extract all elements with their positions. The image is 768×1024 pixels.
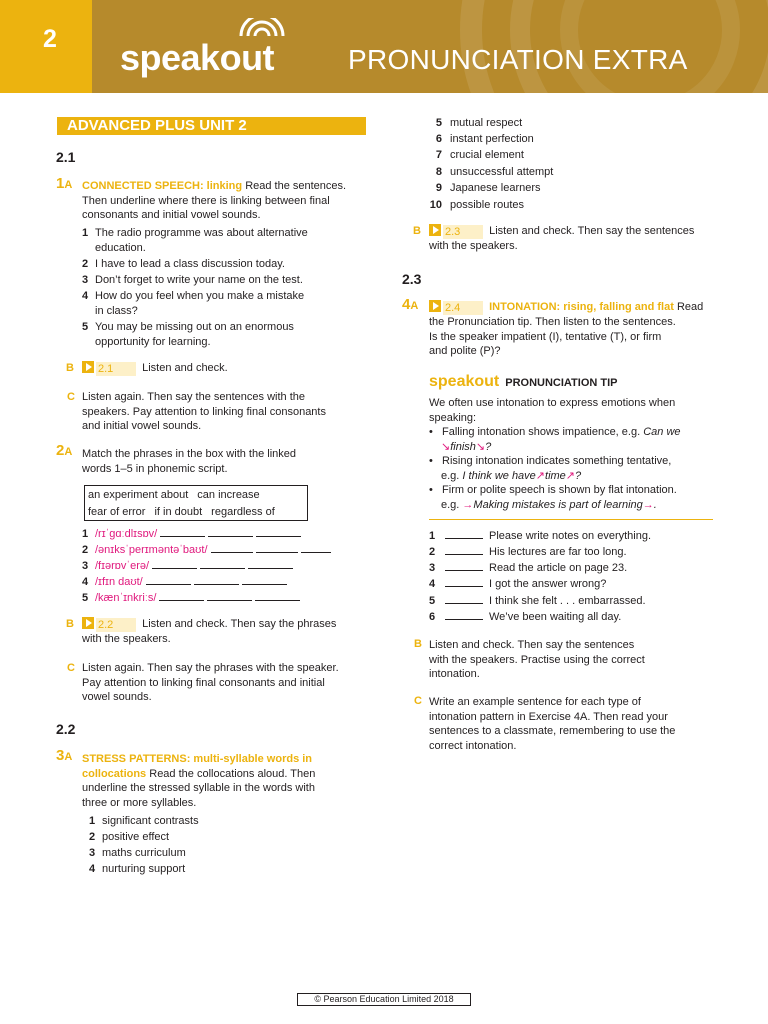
- exercise-2b-instructions: [82, 617, 382, 647]
- tip-text: Rising intonation indicates something tentative,: [442, 455, 672, 467]
- list-item: [429, 561, 627, 576]
- item-text: Read the article on page 23.: [489, 562, 628, 574]
- item-number: 6: [435, 133, 442, 145]
- exercise-letter: A: [64, 751, 73, 763]
- tip-bullet: • Falling intonation shows impatience, e.g. Can we ↘finish↘?: [429, 426, 681, 453]
- falling-arrow-icon: ↘: [441, 440, 451, 453]
- phrase-box: [84, 485, 308, 521]
- exercise-2c-instructions: [82, 661, 382, 705]
- audio-play-icon[interactable]: [82, 361, 94, 373]
- rising-arrow-icon: ↗: [535, 469, 546, 482]
- instruction-text: Listen again. Then say the phrases with the speaker.: [82, 662, 339, 674]
- item-number: 2: [82, 544, 89, 556]
- item-number: 5: [82, 321, 89, 333]
- phrase: if in doubt: [154, 506, 203, 518]
- audio-play-icon[interactable]: [429, 300, 441, 312]
- exercise-letter: C: [67, 662, 75, 674]
- item-number: 2: [82, 258, 89, 270]
- item-number: 7: [435, 149, 442, 161]
- item-text: nurturing support: [102, 863, 186, 875]
- exercise-letter: C: [414, 695, 422, 707]
- item-text: You may be missing out on an enormous: [95, 321, 294, 333]
- instruction-text: and initial vowel sounds.: [82, 420, 202, 432]
- item-text: maths curriculum: [102, 847, 186, 859]
- exercise-letter: B: [66, 362, 74, 374]
- list-item: [429, 610, 621, 625]
- answer-blank[interactable]: [301, 543, 331, 553]
- answer-blank[interactable]: [255, 591, 300, 601]
- item-number: 4: [89, 863, 96, 875]
- item-number: 4: [82, 576, 89, 588]
- instruction-text: Match the phrases in the box with the linked: [82, 448, 297, 460]
- instruction-text: Listen and check. Then say the phrases: [142, 618, 337, 630]
- list-item: [429, 165, 553, 180]
- item-number: 6: [429, 611, 436, 623]
- exercise-2a-instructions: [82, 447, 382, 476]
- item-number: 3: [429, 562, 436, 574]
- list-item: [82, 527, 301, 542]
- exercise-4a-instructions: [429, 300, 729, 359]
- list-item: [429, 545, 627, 560]
- exercise-topic: STRESS PATTERNS: multi-syllable words in: [82, 753, 313, 765]
- exercise-1c-instructions: [82, 390, 382, 434]
- exercise-4c-instructions: [429, 695, 729, 753]
- instruction-text: consonants and initial vowel sounds.: [82, 209, 261, 221]
- item-number: 2: [89, 831, 96, 843]
- audio-play-icon[interactable]: [429, 224, 441, 236]
- exercise-3a-instructions: [82, 752, 382, 810]
- tip-example: ?: [575, 469, 582, 482]
- instruction-text: Write an example sentence for each type of: [429, 696, 641, 708]
- instruction-text: sentences to a classmate, remembering to use the: [429, 725, 676, 737]
- list-item: [82, 289, 372, 318]
- exercise-3b-instructions: [429, 224, 729, 254]
- instruction-text: correct intonation.: [429, 739, 517, 752]
- tip-text: Firm or polite speech is shown by flat intonation.: [442, 484, 677, 496]
- exercise-letter: B: [66, 618, 74, 630]
- list-item: [89, 846, 186, 861]
- instruction-text: speakers. Pay attention to linking final consonants: [82, 405, 326, 418]
- exercise-2b: [66, 617, 74, 632]
- answer-blank[interactable]: [211, 543, 253, 553]
- tip-example: finish: [450, 440, 476, 453]
- phrase: fear of error: [88, 506, 146, 518]
- item-number: 3: [82, 274, 89, 286]
- item-text: education.: [95, 241, 146, 254]
- item-number: 1: [429, 530, 436, 542]
- instruction-text: Read the sentences.: [245, 180, 347, 192]
- list-item: [429, 577, 606, 592]
- instruction-text: intonation.: [429, 668, 480, 680]
- rising-arrow-icon: ↗: [565, 469, 576, 482]
- exercise-number: 2: [56, 442, 65, 459]
- tip-text: e.g.: [441, 469, 460, 482]
- item-text: I got the answer wrong?: [489, 578, 607, 590]
- item-number: 1: [89, 815, 96, 827]
- item-text: The radio programme was about alternative: [95, 227, 308, 239]
- instruction-text: Listen again. Then say the sentences with the: [82, 391, 305, 403]
- item-number: 9: [435, 182, 442, 194]
- instruction-text: Then underline where there is linking between final: [82, 194, 330, 207]
- copyright-footer: © Pearson Education Limited 2018: [297, 993, 471, 1006]
- answer-blank[interactable]: [248, 559, 293, 569]
- list-item: [429, 198, 524, 213]
- list-item: [82, 226, 372, 255]
- answer-blank[interactable]: [445, 529, 483, 539]
- speakout-logo-arc-icon: [237, 18, 287, 38]
- list-item: [89, 862, 185, 877]
- exercise-4b: [414, 637, 422, 652]
- list-item: [89, 814, 199, 829]
- answer-blank[interactable]: [200, 559, 245, 569]
- tip-divider: [429, 519, 713, 520]
- phonemic-text: /rɪˈɡɑːdlɪsɒv/: [95, 528, 158, 540]
- item-text: I have to lead a class discussion today.: [95, 258, 285, 270]
- exercise-2a: [56, 444, 72, 460]
- list-item: [82, 320, 372, 349]
- answer-blank[interactable]: [208, 527, 253, 537]
- answer-blank[interactable]: [146, 575, 191, 585]
- instruction-text: with the speakers.: [429, 240, 518, 252]
- exercise-letter: B: [413, 225, 421, 237]
- phrase: regardless of: [211, 506, 275, 518]
- exercise-letter: A: [410, 300, 419, 312]
- exercise-letter: A: [64, 179, 73, 191]
- instruction-text: vowel sounds.: [82, 691, 152, 703]
- item-number: 5: [82, 592, 89, 604]
- instruction-text: Read: [676, 301, 704, 313]
- pronunciation-tip-body: [429, 396, 719, 512]
- item-text: His lectures are far too long.: [489, 546, 627, 558]
- item-number: 1: [82, 528, 89, 540]
- instruction-text: and polite (P)?: [429, 345, 501, 357]
- list-item: [429, 116, 522, 131]
- phrase: can increase: [197, 489, 260, 501]
- section-heading-2-2: 2.2: [56, 721, 76, 737]
- item-number: 5: [435, 117, 442, 129]
- item-number: 4: [82, 290, 89, 302]
- falling-arrow-icon: ↘: [475, 440, 486, 453]
- list-item: [82, 543, 331, 558]
- instruction-text: Listen and check.: [142, 362, 228, 374]
- audio-play-icon[interactable]: [82, 617, 94, 629]
- exercise-letter: B: [414, 638, 422, 650]
- item-text: in class?: [95, 304, 138, 317]
- item-number: 8: [435, 166, 442, 178]
- tip-example: ?: [485, 440, 492, 453]
- item-number: 4: [429, 578, 436, 590]
- flat-arrow-icon: →: [642, 498, 654, 511]
- instruction-text: Read the collocations aloud. Then: [149, 767, 316, 780]
- tip-title: PRONUNCIATION TIP: [505, 377, 618, 389]
- instruction-text: with the speakers.: [82, 633, 171, 645]
- exercise-topic: CONNECTED SPEECH: linking: [82, 180, 243, 192]
- phonemic-text: /kænˈɪnkriːs/: [95, 592, 157, 604]
- tip-bullet: • Firm or polite speech is shown by flat intonation. e.g. →Making mistakes is part of learning→.: [429, 484, 677, 511]
- answer-blank[interactable]: [152, 559, 197, 569]
- audio-track-number: 2.1: [96, 362, 136, 376]
- phonemic-text: /fɪərɒvˈerə/: [95, 560, 150, 572]
- list-item: [82, 257, 372, 272]
- item-text: positive effect: [102, 831, 170, 843]
- audio-track-number: 2.2: [96, 618, 136, 632]
- list-item: [82, 575, 287, 590]
- item-text: significant contrasts: [102, 815, 199, 827]
- flat-arrow-icon: →: [462, 498, 474, 511]
- item-number: 3: [82, 560, 89, 572]
- exercise-letter: A: [64, 446, 73, 458]
- answer-blank[interactable]: [256, 527, 301, 537]
- answer-blank[interactable]: [194, 575, 239, 585]
- instruction-text: three or more syllables.: [82, 796, 197, 809]
- exercise-1a-instructions: [82, 179, 382, 223]
- tip-example: .: [653, 498, 657, 511]
- instruction-text: with the speakers. Practise using the correct: [429, 653, 645, 666]
- instruction-text: Pay attention to linking final consonants and initial: [82, 676, 325, 689]
- exercise-topic: collocations: [82, 767, 147, 780]
- instruction-text: Listen and check. Then say the sentences: [489, 225, 695, 237]
- audio-track-number: 2.4: [443, 301, 483, 315]
- answer-blank[interactable]: [445, 577, 483, 587]
- list-item: [89, 830, 169, 845]
- item-text: mutual respect: [450, 117, 523, 129]
- item-text: opportunity for learning.: [95, 335, 211, 348]
- phrase: an experiment about: [88, 489, 189, 501]
- exercise-4c: [414, 694, 422, 709]
- item-text: Please write notes on everything.: [489, 530, 652, 542]
- item-number: 1: [82, 227, 89, 239]
- item-text: instant perfection: [450, 133, 534, 145]
- tip-text: We often use intonation to express emotions when: [429, 397, 676, 409]
- item-text: I think she felt . . . embarrassed.: [489, 595, 646, 607]
- exercise-number: 1: [56, 175, 65, 192]
- list-item: [82, 273, 372, 288]
- item-number: 3: [89, 847, 96, 859]
- answer-blank[interactable]: [445, 594, 483, 604]
- answer-blank[interactable]: [256, 543, 298, 553]
- instruction-text: underline the stressed syllable in the words with: [82, 782, 315, 794]
- exercise-number: 3: [56, 747, 65, 764]
- answer-blank[interactable]: [445, 561, 483, 571]
- pronunciation-tip-header: [429, 375, 618, 391]
- speakout-logo: speakout: [429, 373, 500, 390]
- tip-text: Falling intonation shows impatience, e.g.: [442, 426, 641, 438]
- exercise-topic: INTONATION: rising, falling and flat: [489, 301, 674, 313]
- item-text: How do you feel when you make a mistake: [95, 290, 305, 302]
- instruction-text: intonation pattern in Exercise 4A. Then read your: [429, 710, 668, 723]
- item-text: crucial element: [450, 149, 524, 161]
- answer-blank[interactable]: [242, 575, 287, 585]
- answer-blank[interactable]: [159, 591, 204, 601]
- instruction-text: Is the speaker impatient (I), tentative (T), or firm: [429, 330, 662, 343]
- audio-track-number: 2.3: [443, 225, 483, 239]
- phonemic-text: /ənɪksˈperɪməntəˈbaʊt/: [95, 544, 208, 556]
- exercise-4b-instructions: [429, 638, 729, 682]
- item-text: unsuccessful attempt: [450, 166, 554, 178]
- tip-example: Can we: [643, 426, 681, 438]
- exercise-3b: [413, 224, 421, 239]
- list-item: [429, 148, 524, 163]
- item-text: possible routes: [450, 199, 524, 211]
- exercise-1b: [66, 361, 74, 376]
- list-item: [429, 132, 534, 147]
- item-text: Japanese learners: [450, 182, 541, 194]
- instruction-text: words 1–5 in phonemic script.: [82, 462, 228, 475]
- tip-example: time: [545, 469, 566, 482]
- answer-blank[interactable]: [207, 591, 252, 601]
- exercise-2c: [67, 661, 75, 676]
- list-item: [429, 529, 651, 544]
- exercise-4a: [402, 298, 418, 314]
- exercise-1b-instructions: [82, 361, 228, 376]
- list-item: [82, 559, 293, 574]
- page-header: [0, 0, 768, 93]
- phonemic-text: /ɪfɪn daʊt/: [95, 576, 143, 588]
- list-item: [429, 181, 541, 196]
- tip-text: speaking:: [429, 411, 477, 424]
- exercise-3a: [56, 749, 72, 765]
- exercise-1c: [67, 390, 75, 405]
- answer-blank[interactable]: [445, 610, 483, 620]
- tip-example: I think we have: [462, 469, 536, 482]
- item-text: We’ve been waiting all day.: [489, 611, 622, 623]
- instruction-text: Listen and check. Then say the sentences: [429, 639, 635, 651]
- speakout-logo: speakout: [120, 37, 275, 78]
- tip-text: e.g.: [441, 498, 460, 511]
- exercise-letter: C: [67, 391, 75, 403]
- item-text: Don’t forget to write your name on the test.: [95, 274, 303, 286]
- instruction-text: the Pronunciation tip. Then listen to the sentences.: [429, 316, 676, 328]
- list-item: [82, 591, 300, 606]
- answer-blank[interactable]: [160, 527, 205, 537]
- item-number: 2: [429, 546, 436, 558]
- section-heading-2-3: 2.3: [402, 271, 422, 287]
- list-item: [429, 594, 646, 609]
- section-heading-2-1: 2.1: [56, 149, 76, 165]
- answer-blank[interactable]: [445, 545, 483, 555]
- tip-bullet: • Rising intonation indicates something tentative, e.g. I think we have↗time↗?: [429, 455, 672, 482]
- page-title: PRONUNCIATION EXTRA: [348, 44, 688, 75]
- page-number: 2: [0, 0, 92, 93]
- item-number: 5: [429, 595, 436, 607]
- item-number: 10: [429, 199, 442, 211]
- tip-example: Making mistakes is part of learning: [473, 498, 643, 511]
- exercise-number: 4: [402, 296, 411, 313]
- unit-title: ADVANCED PLUS UNIT 2: [57, 117, 366, 135]
